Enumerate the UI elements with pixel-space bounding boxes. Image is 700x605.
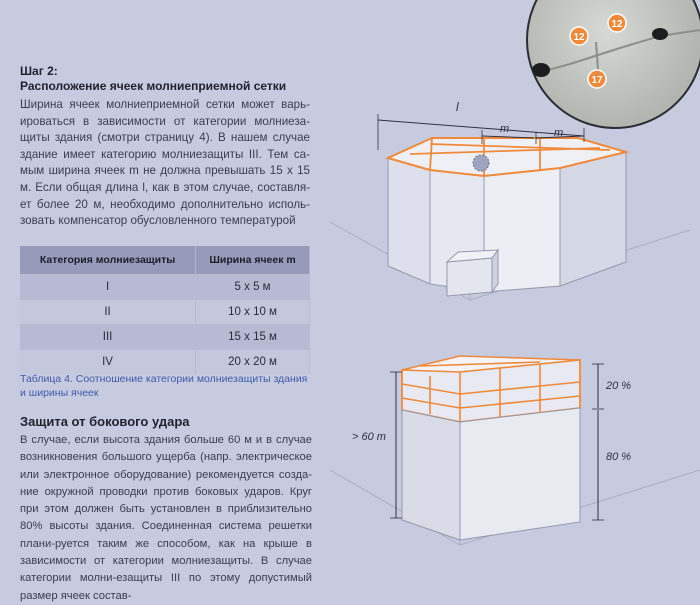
- badge-icon: [588, 70, 606, 88]
- cell-category: II: [20, 300, 196, 325]
- header-category: Категория молниезащиты: [20, 246, 196, 275]
- cell-mesh-width: 20 x 20 м: [196, 350, 310, 375]
- cell-mesh-width: 15 x 15 м: [196, 325, 310, 350]
- badge-icon: [608, 14, 626, 32]
- badge-label: 12: [573, 32, 585, 43]
- cell-mesh-width: 10 x 10 м: [196, 300, 310, 325]
- inset-photo: [527, 0, 700, 128]
- cell-category: IV: [20, 350, 196, 375]
- label-top-percent: 20 %: [606, 380, 632, 392]
- label-length: l: [456, 100, 459, 114]
- table-caption: Таблица 4. Соотношение категории молниезащиты здания и ширины ячеек: [20, 373, 308, 399]
- label-height: > 60 m: [352, 431, 386, 443]
- roof-mesh-building: [330, 100, 690, 300]
- cell-category: III: [20, 325, 196, 350]
- badge-label: 17: [591, 75, 603, 86]
- label-bottom-percent: 80 %: [606, 451, 632, 463]
- badge-label: 12: [611, 19, 623, 30]
- step-subtitle: Расположение ячеек молниеприемной сетки: [20, 79, 287, 93]
- cell-category: I: [20, 275, 196, 300]
- cell-mesh-width: 5 x 5 м: [196, 275, 310, 300]
- badge-icon: [570, 27, 588, 45]
- conductor-holder-icon: [652, 28, 668, 40]
- side-strike-paragraph: В случае, если высота здания больше 60 м и в случае возникновения большого ущерба (напр. электрическое или электронное оборудование) рекомендуется созда-ние окружной проводки против боковых ударов. Круг при этом должен быть установлен в приблизительно 80% высоты здания. Соединенная система решетки плани-руется таким же способом, как на крыше в зависимости от категории молниезащиты. В случае категории молни-езащиты III по этому допустимый размер ячеек состав-: [20, 434, 312, 602]
- header-mesh-width: Ширина ячеек m: [196, 246, 310, 275]
- side-strike-building: [330, 356, 700, 545]
- step-title: Шаг 2:: [20, 64, 58, 78]
- side-strike-heading: Защита от бокового удара: [20, 414, 190, 429]
- conductor-holder-icon: [532, 63, 550, 77]
- label-mesh-width: m: [554, 127, 564, 139]
- step-paragraph: Ширина ячеек молниеприемной сетки может варь- ироваться в зависимости от категории молниеза-щиты здания (смотри страницу 4). В нашем случае здание имеет категорию молниезащиты III. Тем са- мым ширина ячеек m не должна превышать 15 x 15 м. Если общая длина l, как в этом случае, составля- ет более 20 м, необходимо дополнительно исполь-зовать компенсатор обусловленного температурой: [20, 98, 310, 228]
- label-mesh-width: m: [500, 123, 510, 135]
